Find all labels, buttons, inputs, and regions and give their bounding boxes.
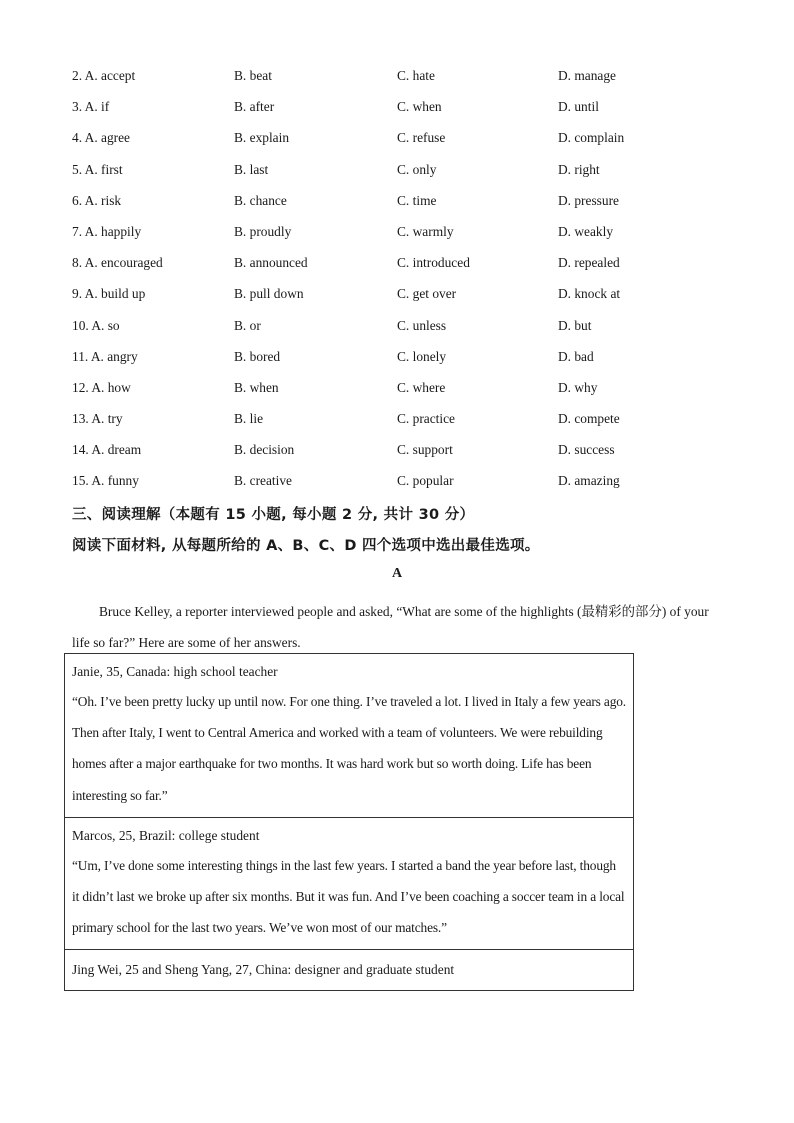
- table-row: [65, 654, 633, 818]
- option-a: 11. A. angry: [72, 348, 138, 364]
- option-d: D. weakly: [558, 223, 614, 239]
- speaker-info: Marcos, 25, Brazil: college student: [72, 827, 260, 843]
- option-d: D. until: [558, 99, 599, 115]
- question-option-row: [72, 316, 692, 347]
- question-option-row: [72, 347, 692, 378]
- question-option-row: [72, 378, 692, 409]
- option-a: 3. A. if: [72, 99, 110, 115]
- option-d: D. success: [558, 442, 615, 458]
- passage-intro: Bruce Kelley, a reporter interviewed people and asked, “What are some of the highlights (最精彩的部分) of your life so far?” Here are some of her answers.: [72, 604, 709, 651]
- option-d: D. pressure: [558, 192, 619, 208]
- option-c: C. hate: [397, 68, 435, 83]
- question-option-row: [72, 222, 692, 253]
- option-b: B. beat: [234, 68, 272, 83]
- option-d: D. why: [558, 379, 598, 395]
- option-b: B. when: [234, 379, 279, 395]
- option-a: 5. A. first: [72, 161, 123, 177]
- option-d: D. knock at: [558, 286, 621, 302]
- option-d: D. bad: [558, 348, 594, 364]
- option-b: B. pull down: [234, 286, 304, 302]
- option-b: B. creative: [234, 473, 292, 489]
- option-a: 15. A. funny: [72, 473, 139, 489]
- speaker-info: Jing Wei, 25 and Sheng Yang, 27, China: designer and graduate student: [72, 962, 455, 978]
- option-b: B. proudly: [234, 223, 292, 239]
- question-option-row: [72, 160, 692, 191]
- table-row: [65, 950, 633, 991]
- option-a: 9. A. build up: [72, 286, 146, 302]
- option-b: B. announced: [234, 255, 308, 271]
- option-a: 4. A. agree: [72, 130, 131, 146]
- option-b: B. lie: [234, 411, 264, 427]
- option-c: C. support: [397, 442, 453, 458]
- section-title: 三、阅读理解（本题有 15 小题, 每小题 2 分, 共计 30 分）: [72, 507, 475, 523]
- option-c: C. practice: [397, 411, 455, 427]
- option-c: C. time: [397, 192, 437, 208]
- option-a: 7. A. happily: [72, 223, 142, 239]
- answers-table: [64, 653, 634, 991]
- option-c: C. introduced: [397, 255, 470, 271]
- speaker-quote: “Um, I’ve done some interesting things in the last few years. I started a band the year before last, though it didn’t last we broke up after six months. But it was fun. And I’ve been coaching a soccer team in a local primary school for the last two years. We’ve won most of our matches.”: [72, 857, 625, 936]
- option-c: C. when: [397, 99, 442, 115]
- option-c: C. popular: [397, 473, 454, 489]
- option-d: D. but: [558, 317, 592, 333]
- speaker-info: Janie, 35, Canada: high school teacher: [72, 664, 278, 679]
- question-option-row: [72, 284, 692, 315]
- option-b: B. or: [234, 317, 261, 333]
- question-option-row: [72, 440, 692, 471]
- question-option-row: [72, 191, 692, 222]
- option-d: D. compete: [558, 411, 620, 427]
- passage-letter: A: [391, 566, 403, 581]
- option-b: B. explain: [234, 130, 290, 146]
- option-d: D. amazing: [558, 473, 620, 489]
- option-a: 12. A. how: [72, 379, 131, 395]
- option-a: 13. A. try: [72, 411, 123, 427]
- option-a: 14. A. dream: [72, 442, 142, 458]
- question-option-row: [72, 97, 692, 128]
- table-row: [65, 818, 633, 951]
- option-b: B. chance: [234, 192, 287, 208]
- question-option-row: [72, 253, 692, 284]
- option-c: C. unless: [397, 317, 447, 333]
- option-c: C. only: [397, 161, 437, 177]
- option-b: B. bored: [234, 348, 281, 364]
- speaker-quote: “Oh. I’ve been pretty lucky up until now. For one thing. I’ve traveled a lot. I lived in Italy a few years ago. Then after Italy, I went to Central America and worked with a team of volunteers. We were rebuilding homes after a major earthquake for two months. It was hard work but so worth doing. Life has been interesting so far.”: [72, 694, 627, 803]
- question-option-row: [72, 128, 692, 159]
- answer-options-list: [72, 66, 692, 503]
- option-d: D. manage: [558, 68, 617, 83]
- option-a: 6. A. risk: [72, 192, 122, 208]
- option-c: C. where: [397, 379, 446, 395]
- question-option-row: [72, 66, 692, 97]
- option-d: D. right: [558, 161, 600, 177]
- question-option-row: [72, 471, 692, 502]
- option-c: C. warmly: [397, 223, 454, 239]
- option-b: B. decision: [234, 442, 295, 458]
- option-a: 10. A. so: [72, 317, 120, 333]
- section-instruction: 阅读下面材料, 从每题所给的 A、B、C、D 四个选项中选出最佳选项。: [72, 538, 540, 554]
- option-a: 2. A. accept: [72, 68, 136, 83]
- option-c: C. get over: [397, 286, 457, 302]
- option-b: B. last: [234, 161, 269, 177]
- option-c: C. refuse: [397, 130, 446, 146]
- option-c: C. lonely: [397, 348, 447, 364]
- option-a: 8. A. encouraged: [72, 255, 163, 271]
- option-d: D. repealed: [558, 255, 620, 271]
- question-option-row: [72, 409, 692, 440]
- option-b: B. after: [234, 99, 275, 115]
- option-d: D. complain: [558, 130, 625, 146]
